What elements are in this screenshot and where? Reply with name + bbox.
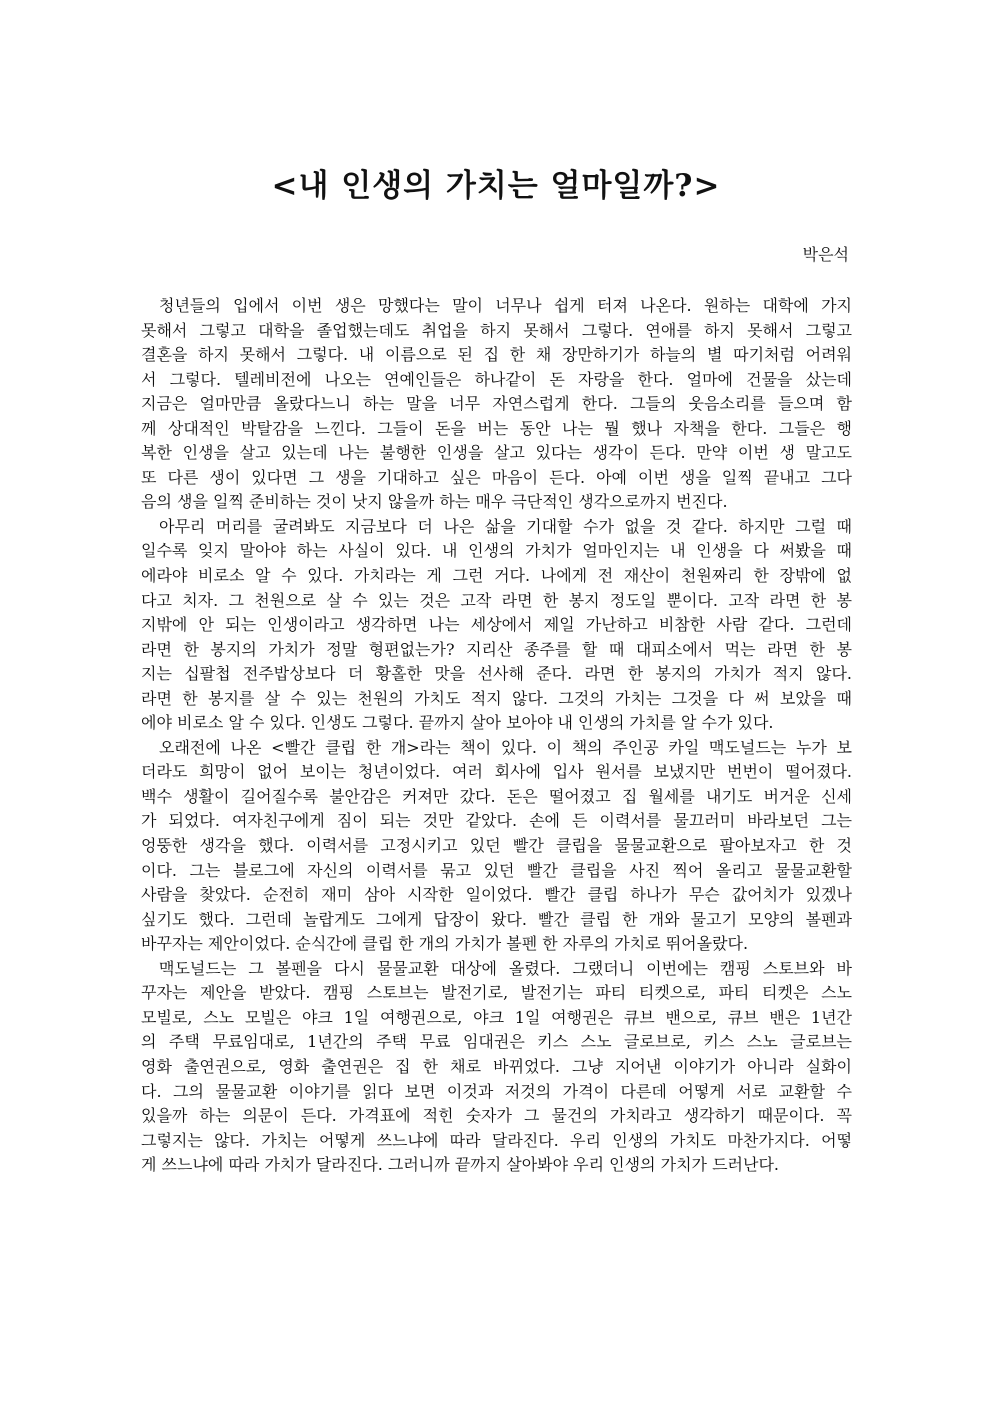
text-line: 영화 출연권으로, 영화 출연권은 집 한 채로 바뀌었다. 그냥 지어낸 이야기가 아니라 실화이: [141, 1056, 852, 1076]
paragraph: [141, 294, 852, 515]
text-line: 게 쓰느냐에 따라 가치가 달라진다. 그러니까 끝까지 살아봐야 우리 인생의 가치가 드러난다.: [141, 1155, 779, 1175]
author-name: 박은석: [802, 245, 849, 264]
text-line: 못해서 그렇고 대학을 졸업했는데도 취업을 하지 못해서 그렇다. 연애를 하지 못해서 그렇고: [141, 320, 852, 340]
text-line: 의 주택 무료임대로, 1년간의 주택 무료 임대권은 키스 스노 글로브로, 키스 스노 글로브는: [141, 1032, 852, 1052]
text-line: 또 다른 생이 있다면 그 생을 기대하고 싶은 마음이 든다. 아예 이번 생을 일찍 끝내고 그다: [141, 467, 852, 487]
text-line: 모빌로, 스노 모빌은 야크 1일 여행권으로, 야크 1일 여행권은 큐브 밴으로, 큐브 밴은 1년간: [141, 1007, 852, 1027]
text-line: 더라도 희망이 없어 보이는 청년이었다. 여러 회사에 입사 원서를 보냈지만 번번이 떨어졌다.: [141, 762, 852, 782]
text-line: 음의 생을 일찍 준비하는 것이 낫지 않을까 하는 매우 극단적인 생각으로까지 번진다.: [141, 492, 728, 512]
document-title: <내 인생의 가치는 얼마일까?>: [271, 168, 721, 204]
text-line: 지금은 얼마만큼 올랐다느니 하는 말을 너무 자연스럽게 한다. 그들의 웃음소리를 들으며 함: [141, 394, 852, 414]
text-line: 복한 인생을 살고 있는데 나는 불행한 인생을 살고 있다는 생각이 든다. 만약 이번 생 말고도: [141, 443, 852, 463]
text-line: 라면 한 봉지의 가치가 정말 형편없는가? 지리산 종주를 할 때 대피소에서 먹는 라면 한 봉: [141, 639, 852, 659]
text-line: 사람을 찾았다. 순전히 재미 삼아 시작한 일이었다. 빨간 클립 하나가 무슨 값어치가 있겠나: [141, 885, 852, 905]
text-line: 라면 한 봉지를 살 수 있는 천원의 가치도 적지 않다. 그것의 가치는 그것을 다 써 보았을 때: [141, 688, 852, 708]
document-body: [141, 294, 852, 1178]
text-line: 다고 치자. 그 천원으로 살 수 있는 것은 고작 라면 한 봉지 정도일 뿐이다. 고작 라면 한 봉: [141, 590, 852, 610]
text-line: 다. 그의 물물교환 이야기를 읽다 보면 이것과 저것의 가격이 다른데 어떻게 서로 교환할 수: [141, 1081, 852, 1101]
text-line: 엉뚱한 생각을 했다. 이력서를 고정시키고 있던 빨간 클립을 물물교환으로 팔아보자고 한 것: [141, 836, 852, 856]
text-line: 서 그렇다. 텔레비전에 나오는 연예인들은 하나같이 돈 자랑을 한다. 얼마에 건물을 샀는데: [141, 369, 852, 389]
text-line: 싶기도 했다. 그런데 놀랍게도 그에게 답장이 왔다. 빨간 클립 한 개와 물고기 모양의 볼펜과: [141, 909, 852, 929]
text-line: 오래전에 나온 <빨간 클립 한 개>라는 책이 있다. 이 책의 주인공 카일 맥도널드는 누가 보: [159, 737, 852, 757]
paragraph: [141, 515, 852, 736]
text-line: 지는 십팔첩 전주밥상보다 더 황홀한 맛을 선사해 준다. 라면 한 봉지의 가치가 적지 않다.: [141, 664, 852, 684]
paragraph: [141, 957, 852, 1178]
text-line: 맥도널드는 그 볼펜을 다시 물물교환 대상에 올렸다. 그랬더니 이번에는 캠핑 스토브와 바: [159, 958, 852, 978]
text-line: 지밖에 안 되는 인생이라고 생각하면 나는 세상에서 제일 가난하고 비참한 사람 같다. 그런데: [141, 615, 852, 635]
text-line: 께 상대적인 박탈감을 느낀다. 그들이 돈을 버는 동안 나는 뭘 했나 자책을 한다. 그들은 행: [141, 418, 852, 438]
text-line: 일수록 잊지 말아야 하는 사실이 있다. 내 인생의 가치가 얼마인지는 내 인생을 다 써봤을 때: [141, 541, 852, 561]
text-line: 에라야 비로소 알 수 있다. 가치라는 게 그런 거다. 나에게 전 재산이 천원짜리 한 장밖에 없: [141, 566, 852, 586]
text-line: 청년들의 입에서 이번 생은 망했다는 말이 너무나 쉽게 터져 나온다. 원하는 대학에 가지: [159, 296, 852, 315]
text-line: 아무리 머리를 굴려봐도 지금보다 더 나은 삶을 기대할 수가 없을 것 같다. 하지만 그럴 때: [159, 516, 852, 536]
text-line: 꾸자는 제안을 받았다. 캠핑 스토브는 발전기로, 발전기는 파티 티켓으로, 파티 티켓은 스노: [141, 983, 852, 1003]
text-line: 그렇지는 않다. 가치는 어떻게 쓰느냐에 따라 달라진다. 우리 인생의 가치도 마찬가지다. 어떻: [141, 1130, 852, 1150]
text-line: 백수 생활이 길어질수록 불안감은 커져만 갔다. 돈은 떨어졌고 집 월세를 내기도 버거운 신세: [141, 786, 852, 806]
text-line: 에야 비로소 알 수 있다. 인생도 그렇다. 끝까지 살아 보아야 내 인생의 가치를 알 수가 있다.: [141, 713, 774, 733]
text-line: 있을까 하는 의문이 든다. 가격표에 적힌 숫자가 그 물건의 가치라고 생각하기 때문이다. 꼭: [141, 1106, 852, 1126]
text-line: 결혼을 하지 못해서 그렇다. 내 이름으로 된 집 한 채 장만하기가 하늘의 별 따기처럼 어려워: [141, 345, 852, 365]
text-line: 가 되었다. 여자친구에게 짐이 되는 것만 같았다. 손에 든 이력서를 물끄러미 바라보던 그는: [141, 811, 852, 831]
paragraph: [141, 736, 852, 957]
text-line: 이다. 그는 블로그에 자신의 이력서를 묶고 있던 빨간 클립을 사진 찍어 올리고 물물교환할: [141, 860, 852, 880]
text-line: 바꾸자는 제안이었다. 순식간에 클립 한 개의 가치가 볼펜 한 자루의 가치로 뛰어올랐다.: [141, 934, 749, 954]
